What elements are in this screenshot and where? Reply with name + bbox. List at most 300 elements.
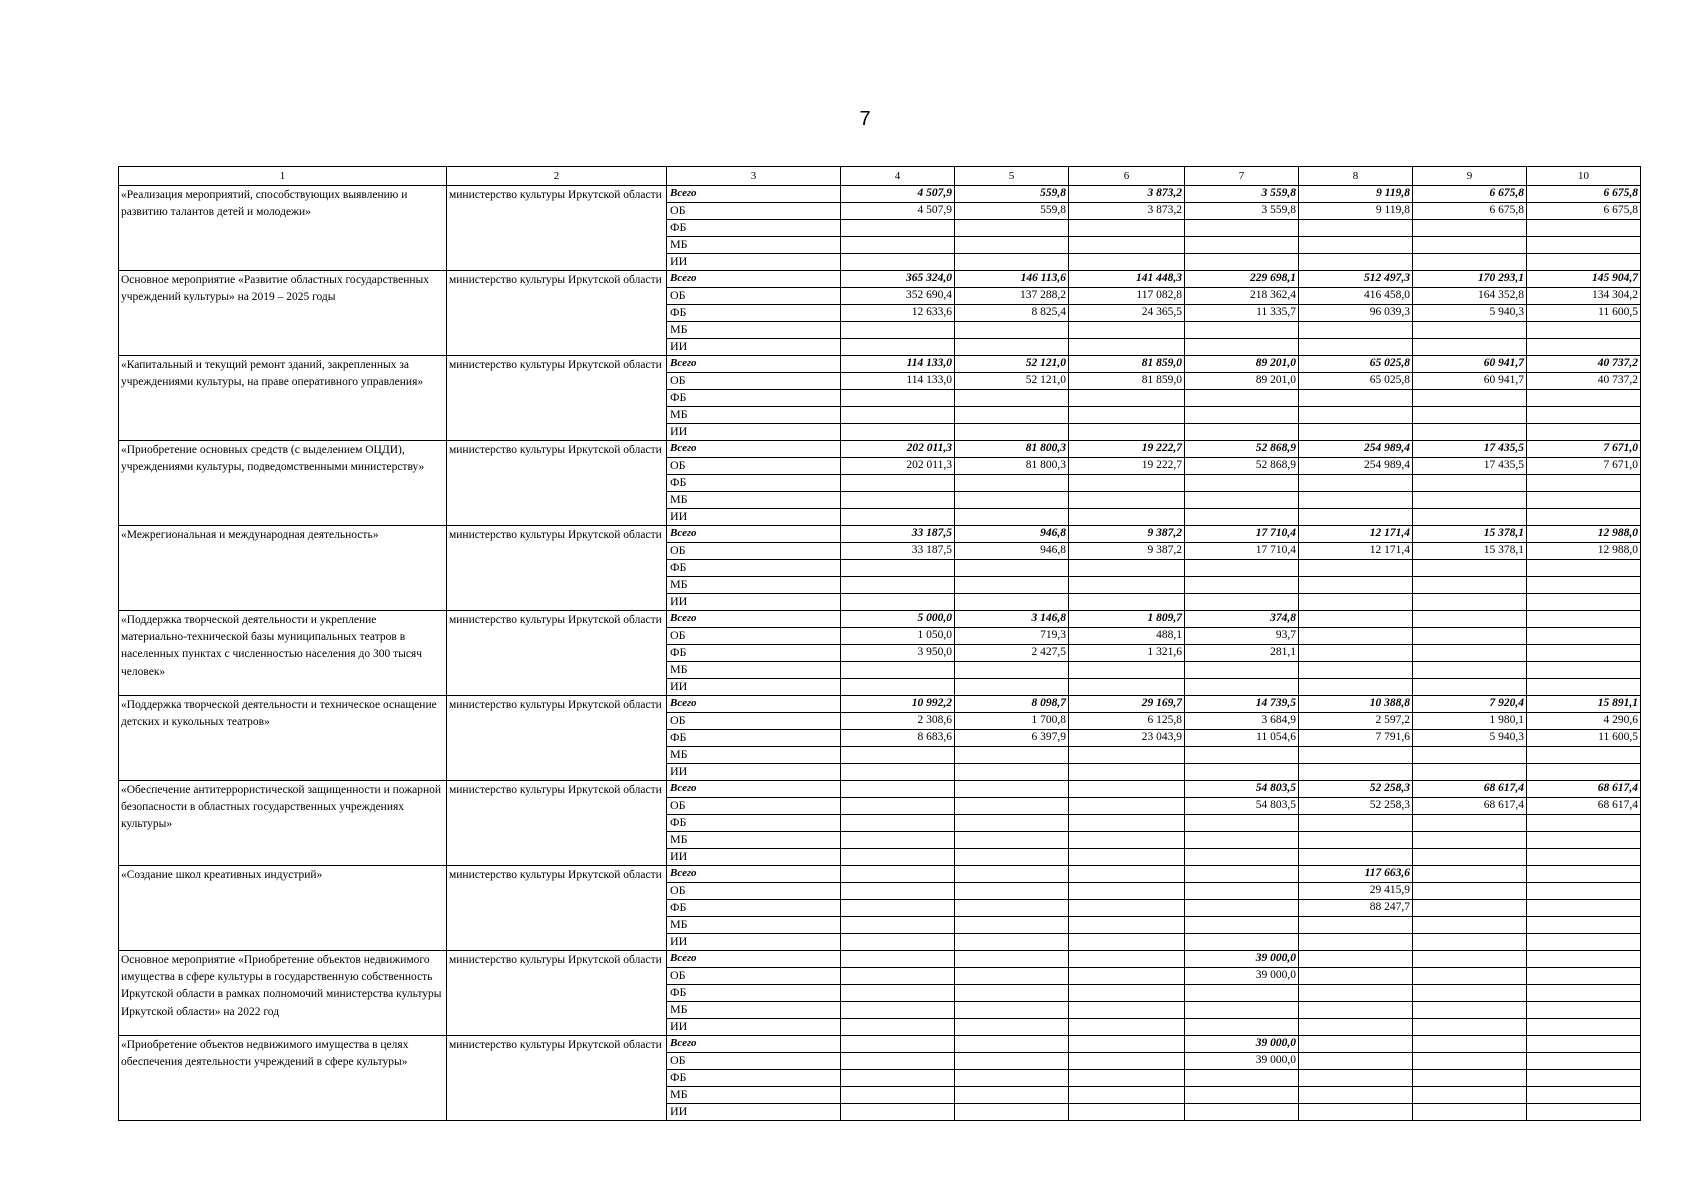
amount-cell — [1185, 883, 1299, 900]
amount-cell: 52 258,3 — [1299, 798, 1413, 815]
amount-cell — [1527, 985, 1641, 1002]
amount-cell: 12 171,4 — [1299, 526, 1413, 543]
amount-cell — [1185, 509, 1299, 526]
amount-cell — [1069, 577, 1185, 594]
amount-cell — [1413, 866, 1527, 883]
amount-cell — [841, 679, 955, 696]
funding-source-cell: Всего — [667, 186, 841, 203]
amount-cell: 24 365,5 — [1069, 305, 1185, 322]
amount-cell — [1299, 832, 1413, 849]
amount-cell — [1185, 764, 1299, 781]
funding-source-cell: Всего — [667, 951, 841, 968]
amount-cell: 719,3 — [955, 628, 1069, 645]
executor-cell: министерство культуры Иркутской области — [447, 356, 667, 441]
amount-cell: 5 000,0 — [841, 611, 955, 628]
activity-name-cell: «Приобретение основных средств (с выделением ОЦДИ), учреждениями культуры, подведомственными министерству» — [119, 441, 447, 526]
amount-cell — [841, 254, 955, 271]
amount-cell: 9 387,2 — [1069, 526, 1185, 543]
amount-cell — [1299, 407, 1413, 424]
amount-cell — [955, 832, 1069, 849]
amount-cell — [1069, 407, 1185, 424]
amount-cell — [955, 1002, 1069, 1019]
activity-name-cell: Основное мероприятие «Приобретение объектов недвижимого имущества в сфере культуры в государственную собственность Иркутской области в рамках полномочий министерства культуры Иркутской области» на 2022 год — [119, 951, 447, 1036]
amount-cell — [955, 781, 1069, 798]
amount-cell — [1069, 679, 1185, 696]
amount-cell — [1069, 951, 1185, 968]
amount-cell — [1069, 509, 1185, 526]
amount-cell: 6 125,8 — [1069, 713, 1185, 730]
amount-cell — [1527, 764, 1641, 781]
amount-cell — [1527, 849, 1641, 866]
amount-cell: 81 800,3 — [955, 458, 1069, 475]
amount-cell — [841, 424, 955, 441]
amount-cell: 2 427,5 — [955, 645, 1069, 662]
amount-cell — [1069, 339, 1185, 356]
amount-cell: 2 308,6 — [841, 713, 955, 730]
amount-cell — [841, 662, 955, 679]
amount-cell — [955, 594, 1069, 611]
amount-cell — [955, 866, 1069, 883]
amount-cell — [1299, 1036, 1413, 1053]
activity-name-cell: «Поддержка творческой деятельности и техническое оснащение детских и кукольных театров» — [119, 696, 447, 781]
amount-cell — [1527, 1070, 1641, 1087]
amount-cell: 229 698,1 — [1185, 271, 1299, 288]
amount-cell — [1069, 594, 1185, 611]
amount-cell — [1413, 985, 1527, 1002]
amount-cell — [841, 1070, 955, 1087]
amount-cell — [1299, 594, 1413, 611]
amount-cell: 4 507,9 — [841, 186, 955, 203]
amount-cell: 17 710,4 — [1185, 526, 1299, 543]
amount-cell — [1069, 917, 1185, 934]
amount-cell: 65 025,8 — [1299, 356, 1413, 373]
funding-source-cell: ИИ — [667, 1104, 841, 1121]
amount-cell — [1185, 1070, 1299, 1087]
amount-cell — [1069, 747, 1185, 764]
amount-cell: 6 675,8 — [1527, 186, 1641, 203]
amount-cell — [955, 798, 1069, 815]
amount-cell: 52 868,9 — [1185, 458, 1299, 475]
amount-cell — [1185, 594, 1299, 611]
amount-cell: 12 988,0 — [1527, 543, 1641, 560]
activity-name-cell: «Создание школ креативных индустрий» — [119, 866, 447, 951]
amount-cell — [955, 254, 1069, 271]
amount-cell — [955, 883, 1069, 900]
amount-cell — [1527, 883, 1641, 900]
table-row — [119, 866, 1641, 883]
amount-cell — [1413, 883, 1527, 900]
amount-cell: 52 868,9 — [1185, 441, 1299, 458]
amount-cell — [1069, 322, 1185, 339]
header-cell: 6 — [1069, 167, 1185, 186]
funding-source-cell: ОБ — [667, 203, 841, 220]
table-row — [119, 356, 1641, 373]
activity-name-cell: «Обеспечение антитеррористической защищенности и пожарной безопасности в областных государственных учреждениях культуры» — [119, 781, 447, 866]
amount-cell — [1185, 492, 1299, 509]
amount-cell: 559,8 — [955, 203, 1069, 220]
amount-cell — [841, 594, 955, 611]
funding-source-cell: ИИ — [667, 934, 841, 951]
header-cell: 3 — [667, 167, 841, 186]
amount-cell — [1299, 985, 1413, 1002]
amount-cell — [955, 934, 1069, 951]
amount-cell — [1413, 1087, 1527, 1104]
amount-cell — [1527, 407, 1641, 424]
amount-cell — [955, 1036, 1069, 1053]
funding-source-cell: ИИ — [667, 339, 841, 356]
funding-source-cell: МБ — [667, 832, 841, 849]
activity-name-cell: «Поддержка творческой деятельности и укрепление материально-технической базы муниципальных театров в населенных пунктах с численностью населения до 300 тысяч человек» — [119, 611, 447, 696]
amount-cell — [1185, 900, 1299, 917]
amount-cell — [1069, 798, 1185, 815]
amount-cell — [841, 968, 955, 985]
amount-cell: 54 803,5 — [1185, 798, 1299, 815]
amount-cell: 68 617,4 — [1527, 798, 1641, 815]
amount-cell: 281,1 — [1185, 645, 1299, 662]
amount-cell: 4 290,6 — [1527, 713, 1641, 730]
amount-cell: 1 980,1 — [1413, 713, 1527, 730]
amount-cell: 416 458,0 — [1299, 288, 1413, 305]
amount-cell: 11 054,6 — [1185, 730, 1299, 747]
amount-cell — [1185, 339, 1299, 356]
amount-cell: 39 000,0 — [1185, 1053, 1299, 1070]
activity-name-cell: «Межрегиональная и международная деятельность» — [119, 526, 447, 611]
amount-cell — [1413, 951, 1527, 968]
amount-cell — [1413, 679, 1527, 696]
amount-cell: 68 617,4 — [1527, 781, 1641, 798]
amount-cell — [1069, 237, 1185, 254]
amount-cell — [841, 577, 955, 594]
funding-source-cell: МБ — [667, 577, 841, 594]
amount-cell — [1299, 1019, 1413, 1036]
amount-cell: 3 873,2 — [1069, 186, 1185, 203]
amount-cell: 117 082,8 — [1069, 288, 1185, 305]
amount-cell — [1069, 985, 1185, 1002]
amount-cell — [1413, 254, 1527, 271]
amount-cell — [1069, 764, 1185, 781]
amount-cell: 145 904,7 — [1527, 271, 1641, 288]
amount-cell: 3 146,8 — [955, 611, 1069, 628]
amount-cell: 52 258,3 — [1299, 781, 1413, 798]
amount-cell — [841, 1053, 955, 1070]
funding-source-cell: ИИ — [667, 679, 841, 696]
amount-cell — [1413, 662, 1527, 679]
amount-cell — [1185, 662, 1299, 679]
amount-cell — [1069, 849, 1185, 866]
amount-cell: 39 000,0 — [1185, 1036, 1299, 1053]
amount-cell: 374,8 — [1185, 611, 1299, 628]
amount-cell: 3 559,8 — [1185, 186, 1299, 203]
amount-cell — [1413, 492, 1527, 509]
amount-cell: 114 133,0 — [841, 373, 955, 390]
table-row — [119, 526, 1641, 543]
amount-cell — [1069, 560, 1185, 577]
amount-cell: 2 597,2 — [1299, 713, 1413, 730]
executor-cell: министерство культуры Иркутской области — [447, 696, 667, 781]
activity-name-cell: Основное мероприятие «Развитие областных государственных учреждений культуры» на 2019 – 2025 годы — [119, 271, 447, 356]
amount-cell — [841, 1104, 955, 1121]
amount-cell: 81 859,0 — [1069, 373, 1185, 390]
amount-cell: 33 187,5 — [841, 526, 955, 543]
funding-source-cell: Всего — [667, 356, 841, 373]
amount-cell — [1185, 917, 1299, 934]
amount-cell: 4 507,9 — [841, 203, 955, 220]
amount-cell — [955, 1053, 1069, 1070]
amount-cell — [1413, 322, 1527, 339]
amount-cell — [955, 492, 1069, 509]
amount-cell — [1527, 662, 1641, 679]
amount-cell — [1413, 628, 1527, 645]
amount-cell — [1413, 747, 1527, 764]
amount-cell — [1299, 577, 1413, 594]
amount-cell — [841, 883, 955, 900]
amount-cell: 202 011,3 — [841, 441, 955, 458]
amount-cell — [1527, 815, 1641, 832]
funding-source-cell: ИИ — [667, 849, 841, 866]
amount-cell: 5 940,3 — [1413, 730, 1527, 747]
amount-cell — [1299, 560, 1413, 577]
amount-cell: 9 119,8 — [1299, 203, 1413, 220]
amount-cell — [955, 237, 1069, 254]
amount-cell — [841, 815, 955, 832]
amount-cell — [1413, 645, 1527, 662]
amount-cell — [841, 475, 955, 492]
funding-source-cell: ОБ — [667, 288, 841, 305]
funding-source-cell: ОБ — [667, 798, 841, 815]
amount-cell: 23 043,9 — [1069, 730, 1185, 747]
amount-cell: 60 941,7 — [1413, 356, 1527, 373]
amount-cell — [955, 577, 1069, 594]
amount-cell — [1527, 866, 1641, 883]
table-row — [119, 186, 1641, 203]
header-cell: 8 — [1299, 167, 1413, 186]
amount-cell — [841, 934, 955, 951]
amount-cell — [1185, 832, 1299, 849]
amount-cell: 65 025,8 — [1299, 373, 1413, 390]
funding-source-cell: ИИ — [667, 764, 841, 781]
amount-cell: 559,8 — [955, 186, 1069, 203]
amount-cell: 19 222,7 — [1069, 458, 1185, 475]
amount-cell — [841, 237, 955, 254]
executor-cell: министерство культуры Иркутской области — [447, 186, 667, 271]
executor-cell: министерство культуры Иркутской области — [447, 611, 667, 696]
amount-cell — [1413, 900, 1527, 917]
amount-cell: 254 989,4 — [1299, 441, 1413, 458]
amount-cell — [1185, 322, 1299, 339]
amount-cell — [1185, 1019, 1299, 1036]
amount-cell — [1527, 220, 1641, 237]
amount-cell — [955, 747, 1069, 764]
page-number: 7 — [859, 108, 871, 130]
financing-table — [118, 166, 1641, 1121]
amount-cell — [1413, 390, 1527, 407]
funding-source-cell: ОБ — [667, 883, 841, 900]
amount-cell: 7 671,0 — [1527, 441, 1641, 458]
amount-cell — [841, 509, 955, 526]
header-cell: 2 — [447, 167, 667, 186]
amount-cell — [1185, 1002, 1299, 1019]
header-row — [119, 167, 1641, 186]
amount-cell: 89 201,0 — [1185, 373, 1299, 390]
amount-cell — [1069, 475, 1185, 492]
amount-cell: 5 940,3 — [1413, 305, 1527, 322]
amount-cell: 17 435,5 — [1413, 458, 1527, 475]
amount-cell: 17 435,5 — [1413, 441, 1527, 458]
amount-cell — [1413, 560, 1527, 577]
amount-cell — [955, 560, 1069, 577]
amount-cell — [1185, 237, 1299, 254]
funding-source-cell: МБ — [667, 1087, 841, 1104]
amount-cell — [1299, 1053, 1413, 1070]
amount-cell: 14 739,5 — [1185, 696, 1299, 713]
amount-cell: 33 187,5 — [841, 543, 955, 560]
amount-cell: 40 737,2 — [1527, 373, 1641, 390]
amount-cell: 8 098,7 — [955, 696, 1069, 713]
funding-source-cell: ФБ — [667, 1070, 841, 1087]
amount-cell — [1299, 645, 1413, 662]
amount-cell — [1185, 679, 1299, 696]
amount-cell — [1185, 934, 1299, 951]
amount-cell: 137 288,2 — [955, 288, 1069, 305]
funding-source-cell: ФБ — [667, 475, 841, 492]
funding-source-cell: МБ — [667, 747, 841, 764]
amount-cell — [1413, 1036, 1527, 1053]
amount-cell: 1 321,6 — [1069, 645, 1185, 662]
table-row — [119, 781, 1641, 798]
amount-cell — [1413, 1104, 1527, 1121]
amount-cell — [955, 662, 1069, 679]
funding-source-cell: МБ — [667, 917, 841, 934]
executor-cell: министерство культуры Иркутской области — [447, 441, 667, 526]
amount-cell: 146 113,6 — [955, 271, 1069, 288]
amount-cell: 15 378,1 — [1413, 526, 1527, 543]
funding-source-cell: ОБ — [667, 1053, 841, 1070]
executor-cell: министерство культуры Иркутской области — [447, 526, 667, 611]
amount-cell — [1527, 679, 1641, 696]
amount-cell — [1069, 390, 1185, 407]
amount-cell — [1069, 883, 1185, 900]
amount-cell — [1185, 1087, 1299, 1104]
amount-cell — [955, 1104, 1069, 1121]
funding-source-cell: ОБ — [667, 373, 841, 390]
amount-cell — [955, 900, 1069, 917]
amount-cell — [1527, 900, 1641, 917]
amount-cell: 3 950,0 — [841, 645, 955, 662]
amount-cell — [1185, 560, 1299, 577]
funding-source-cell: МБ — [667, 492, 841, 509]
activity-name-cell: «Капитальный и текущий ремонт зданий, закрепленных за учреждениями культуры, на праве оперативного управления» — [119, 356, 447, 441]
amount-cell: 9 387,2 — [1069, 543, 1185, 560]
amount-cell — [1185, 747, 1299, 764]
amount-cell — [1527, 424, 1641, 441]
amount-cell — [1527, 1002, 1641, 1019]
amount-cell: 141 448,3 — [1069, 271, 1185, 288]
amount-cell: 6 675,8 — [1413, 203, 1527, 220]
amount-cell — [955, 322, 1069, 339]
amount-cell — [1185, 407, 1299, 424]
amount-cell: 96 039,3 — [1299, 305, 1413, 322]
amount-cell — [955, 985, 1069, 1002]
amount-cell — [955, 407, 1069, 424]
amount-cell: 39 000,0 — [1185, 951, 1299, 968]
amount-cell: 7 671,0 — [1527, 458, 1641, 475]
amount-cell: 7 791,6 — [1299, 730, 1413, 747]
amount-cell — [1527, 951, 1641, 968]
amount-cell: 15 378,1 — [1413, 543, 1527, 560]
amount-cell: 170 293,1 — [1413, 271, 1527, 288]
amount-cell — [1527, 339, 1641, 356]
amount-cell — [1527, 611, 1641, 628]
amount-cell — [1299, 1104, 1413, 1121]
funding-source-cell: Всего — [667, 441, 841, 458]
executor-cell: министерство культуры Иркутской области — [447, 866, 667, 951]
amount-cell — [1527, 475, 1641, 492]
amount-cell — [1413, 577, 1527, 594]
amount-cell: 946,8 — [955, 526, 1069, 543]
funding-source-cell: МБ — [667, 1002, 841, 1019]
amount-cell: 89 201,0 — [1185, 356, 1299, 373]
amount-cell — [841, 1002, 955, 1019]
funding-source-cell: ФБ — [667, 815, 841, 832]
amount-cell — [955, 968, 1069, 985]
amount-cell: 54 803,5 — [1185, 781, 1299, 798]
funding-source-cell: ИИ — [667, 1019, 841, 1036]
amount-cell: 1 700,8 — [955, 713, 1069, 730]
amount-cell: 164 352,8 — [1413, 288, 1527, 305]
header-cell: 4 — [841, 167, 955, 186]
amount-cell: 365 324,0 — [841, 271, 955, 288]
amount-cell — [1527, 832, 1641, 849]
amount-cell — [1069, 1036, 1185, 1053]
amount-cell — [1299, 1070, 1413, 1087]
amount-cell — [1299, 747, 1413, 764]
header-cell: 10 — [1527, 167, 1641, 186]
amount-cell — [1413, 594, 1527, 611]
amount-cell — [841, 832, 955, 849]
amount-cell — [1069, 254, 1185, 271]
amount-cell — [1413, 475, 1527, 492]
amount-cell — [1413, 832, 1527, 849]
amount-cell — [1069, 832, 1185, 849]
amount-cell — [841, 900, 955, 917]
amount-cell — [1069, 492, 1185, 509]
amount-cell: 1 050,0 — [841, 628, 955, 645]
amount-cell: 52 121,0 — [955, 356, 1069, 373]
amount-cell — [955, 390, 1069, 407]
funding-source-cell: ИИ — [667, 254, 841, 271]
amount-cell — [1299, 254, 1413, 271]
amount-cell: 81 800,3 — [955, 441, 1069, 458]
amount-cell — [1527, 747, 1641, 764]
amount-cell — [1185, 475, 1299, 492]
amount-cell — [1413, 1053, 1527, 1070]
funding-source-cell: ФБ — [667, 730, 841, 747]
amount-cell — [1299, 968, 1413, 985]
amount-cell — [1527, 390, 1641, 407]
amount-cell — [1413, 339, 1527, 356]
executor-cell: министерство культуры Иркутской области — [447, 271, 667, 356]
funding-source-cell: ОБ — [667, 628, 841, 645]
header-cell: 7 — [1185, 167, 1299, 186]
amount-cell — [1069, 900, 1185, 917]
amount-cell — [1413, 849, 1527, 866]
amount-cell: 60 941,7 — [1413, 373, 1527, 390]
amount-cell — [1413, 424, 1527, 441]
amount-cell — [1413, 1002, 1527, 1019]
amount-cell: 3 559,8 — [1185, 203, 1299, 220]
amount-cell: 29 415,9 — [1299, 883, 1413, 900]
amount-cell: 29 169,7 — [1069, 696, 1185, 713]
